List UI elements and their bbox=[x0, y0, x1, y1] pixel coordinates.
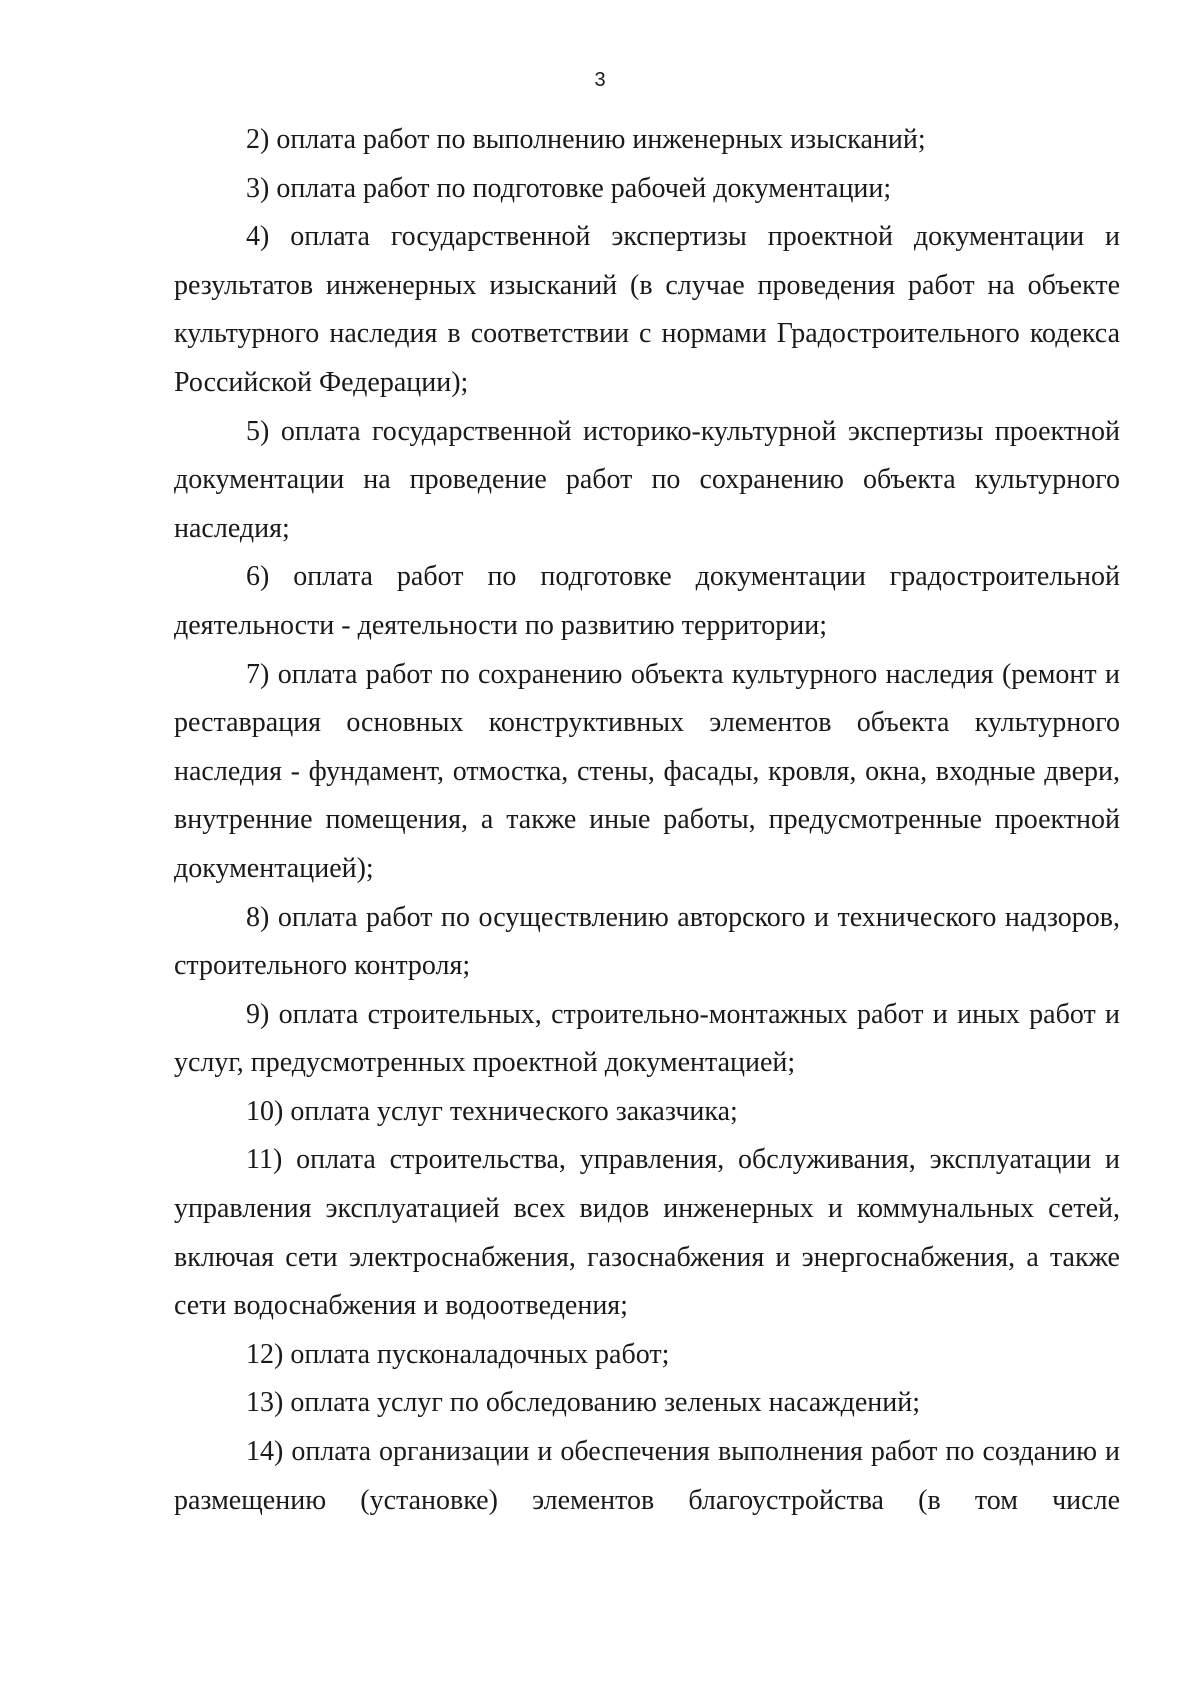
list-item: 3) оплата работ по подготовке рабочей документации; bbox=[246, 172, 892, 204]
list-item: 14) оплата организации и обеспечения выполнения работ по созданию и размещению (установке) элементов благоустройства (в том числе bbox=[174, 1436, 1120, 1516]
list-item: 11) оплата строительства, управления, обслуживания, эксплуатации и управления эксплуатацией всех видов инженерных и коммунальных сетей, включая сети электроснабжения, газоснабжения и энергоснабжения, а также сети водоснабжения и водоотведения; bbox=[174, 1144, 1120, 1322]
list-item: 13) оплата услуг по обследованию зеленых насаждений; bbox=[246, 1387, 921, 1419]
list-item: 8) оплата работ по осуществлению авторского и технического надзоров, строительного контроля; bbox=[174, 901, 1120, 982]
list-item: 2) оплата работ по выполнению инженерных изысканий; bbox=[246, 124, 926, 155]
list-item: 4) оплата государственной экспертизы проектной документации и результатов инженерных изысканий (в случае проведения работ на объекте культурного наследия в соответствии с нормами Градостроительного кодекса Российской Федерации); bbox=[174, 221, 1120, 398]
list-item: 10) оплата услуг технического заказчика; bbox=[246, 1095, 738, 1127]
list-item: 9) оплата строительных, строительно-монтажных работ и иных работ и услуг, предусмотренных проектной документацией; bbox=[174, 998, 1120, 1079]
list-item: 5) оплата государственной историко-культурной экспертизы проектной документации на проведение работ по сохранению объекта культурного наследия; bbox=[174, 415, 1120, 544]
list-item: 12) оплата пусконаладочных работ; bbox=[246, 1338, 670, 1370]
list-item: 7) оплата работ по сохранению объекта культурного наследия (ремонт и реставрация основных конструктивных элементов объекта культурного наследия - фундамент, отмостка, стены, фасады, кровля, окна, входные двери, внутренние помещения, а также иные работы, предусмотренные проектной документацией); bbox=[174, 658, 1120, 884]
list-item: 6) оплата работ по подготовке документации градостроительной деятельности - деятельности по развитию территории; bbox=[174, 561, 1120, 641]
document-body bbox=[174, 116, 1120, 1525]
page-number: 3 bbox=[594, 69, 606, 91]
